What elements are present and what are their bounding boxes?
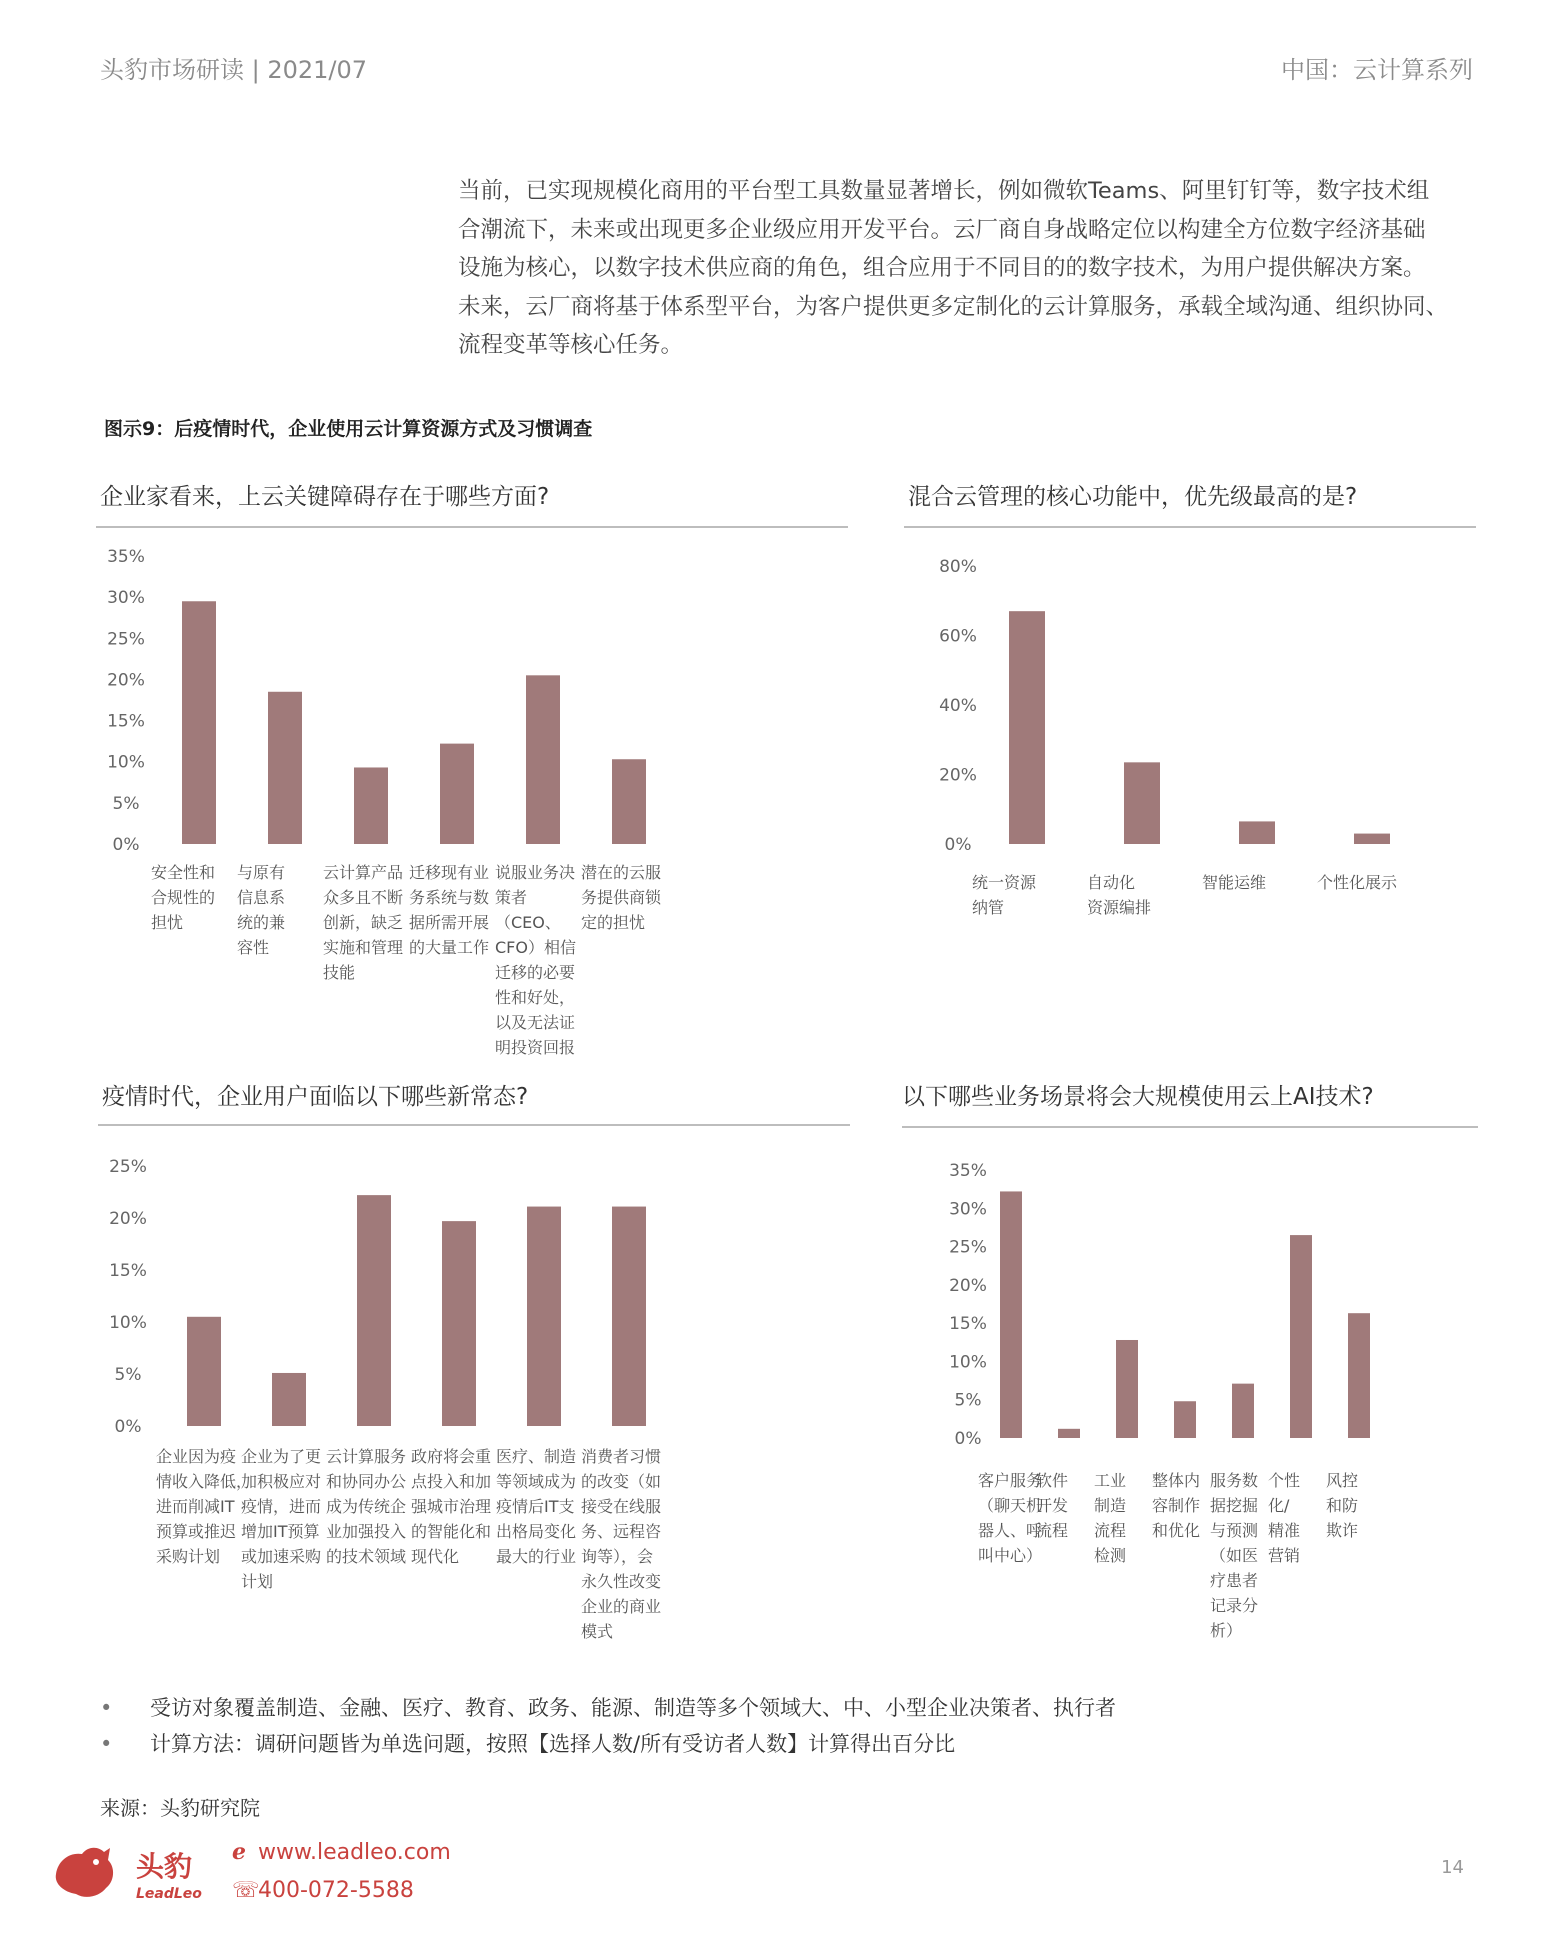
y-tick-label: 5%: [112, 793, 140, 814]
chart-cloud-ai-scenarios: [898, 1078, 1488, 1678]
bar: [1290, 1235, 1312, 1438]
y-tick-label: 0%: [954, 1429, 982, 1449]
x-category-label-line: 流程: [1094, 1521, 1127, 1540]
note-item: [100, 1690, 1116, 1726]
x-category-label: [323, 860, 419, 985]
y-tick-label: 20%: [107, 670, 145, 691]
x-category-label-line: 疫情后IT支: [496, 1497, 575, 1516]
phone-text[interactable]: 400-072-5588: [258, 1878, 414, 1903]
chart-plot: [96, 478, 856, 858]
x-category-label-line: 担忧: [151, 913, 184, 932]
x-category-label-line: 容性: [237, 938, 270, 957]
brand-en: LeadLeo: [136, 1886, 202, 1902]
contact-phone[interactable]: [232, 1878, 414, 1903]
x-category-label-line: 疫情，进而: [241, 1497, 322, 1516]
intro-line: 流程变革等核心任务。: [458, 332, 684, 358]
bar: [527, 1207, 561, 1426]
x-category-label-line: 服务数: [1210, 1471, 1259, 1490]
chart-title: 企业家看来，上云关键障碍存在于哪些方面?: [100, 484, 550, 510]
x-category-label: [1326, 1468, 1392, 1543]
x-category-label-line: 创新，缺乏: [323, 913, 404, 932]
chart-plot: [898, 1078, 1488, 1458]
x-category-label-line: 业加强投入: [326, 1522, 407, 1541]
bar: [1000, 1191, 1022, 1438]
x-category-label: [237, 860, 333, 960]
x-category-label-line: 纳管: [972, 898, 1005, 917]
x-category-label-line: 云计算产品: [323, 863, 404, 882]
intro-line: 合潮流下，未来或出现更多企业级应用开发平台。云厂商自身战略定位以构建全方位数字经济基础: [458, 216, 1426, 243]
intro-paragraph: [458, 172, 1498, 365]
x-category-label: [581, 860, 677, 935]
x-category-label-line: 询等），会: [581, 1547, 654, 1566]
x-category-label-line: 的大量工作: [409, 938, 490, 957]
x-category-label: [1094, 1468, 1160, 1568]
x-category-label: [326, 1444, 422, 1569]
y-tick-label: 40%: [939, 696, 977, 716]
x-category-label-line: 风控: [1326, 1471, 1359, 1490]
bar: [1124, 762, 1160, 844]
y-tick-label: 25%: [107, 629, 145, 650]
x-category-label-line: 整体内: [1152, 1471, 1201, 1490]
x-category-label-line: 点投入和加: [411, 1472, 492, 1491]
header-report-title: 头豹市场研读 | 2021/07: [100, 56, 368, 84]
bar: [354, 767, 388, 844]
x-category-label-line: 现代化: [411, 1547, 460, 1566]
x-category-label-line: 流程: [1036, 1521, 1069, 1540]
x-category-label: [1152, 1468, 1218, 1543]
x-category-label-line: 进而削减IT: [156, 1497, 235, 1516]
note-bullet: •: [100, 1732, 113, 1756]
x-category-label-line: 采购计划: [156, 1547, 221, 1566]
x-category-label: [1036, 1468, 1102, 1543]
x-category-label-line: 出格局变化: [496, 1522, 577, 1541]
x-category-label-line: 消费者习惯: [581, 1447, 662, 1466]
y-tick-label: 10%: [107, 752, 145, 773]
chart-cloud-barriers: [96, 478, 856, 1057]
x-category-label-line: 众多且不断: [323, 888, 404, 907]
x-category-label-line: 的智能化和: [411, 1522, 492, 1541]
x-category-label-line: 加积极应对: [241, 1472, 322, 1491]
x-category-label-line: 疗患者: [1210, 1571, 1259, 1590]
note-item: [100, 1726, 1116, 1762]
x-category-label-line: 以及无法证: [495, 1013, 576, 1032]
x-category-label-line: 务、远程咨: [581, 1522, 662, 1541]
x-category-label-line: 析）: [1210, 1621, 1243, 1640]
x-category-label: [1317, 870, 1427, 895]
y-tick-label: 15%: [107, 711, 145, 732]
x-category-label-line: 个性: [1268, 1471, 1301, 1490]
y-tick-label: 20%: [949, 1275, 987, 1296]
x-category-label-line: 容制作: [1152, 1496, 1201, 1515]
x-category-label-line: 和防: [1326, 1496, 1359, 1515]
x-category-label-line: 统的兼: [237, 913, 286, 932]
x-category-label-line: 迁移的必要: [495, 963, 576, 982]
brand-cn: 头豹: [136, 1850, 193, 1883]
x-category-label-line: 器人、呼: [978, 1521, 1043, 1540]
x-category-label-line: 化/: [1268, 1496, 1290, 1515]
leopard-eye: [93, 1859, 99, 1865]
bar: [1058, 1429, 1080, 1438]
bar: [1116, 1340, 1138, 1438]
chart-title: 混合云管理的核心功能中，优先级最高的是?: [908, 484, 1358, 510]
note-text: 计算方法：调研问题皆为单选问题，按照【选择人数/所有受访者人数】计算得出百分比: [150, 1732, 956, 1756]
x-category-label-line: 云计算服务: [326, 1447, 407, 1466]
notes: [100, 1690, 1116, 1762]
y-tick-label: 35%: [949, 1161, 987, 1181]
x-category-label-line: 技能: [323, 963, 356, 982]
x-category-label-line: 统一资源: [972, 873, 1037, 892]
bar: [1239, 821, 1275, 844]
x-category-label-line: 明投资回报: [495, 1038, 576, 1057]
x-category-label-line: 增加IT预算: [241, 1522, 320, 1541]
contact-website[interactable]: [232, 1840, 451, 1865]
x-category-label-line: CFO）相信: [495, 938, 576, 957]
y-tick-label: 10%: [949, 1352, 987, 1373]
y-tick-label: 5%: [114, 1365, 142, 1385]
intro-line: 设施为核心，以数字技术供应商的角色，组合应用于不同目的的数字技术，为用户提供解决方案。: [458, 255, 1426, 281]
figure-title: 图示9：后疫情时代，企业使用云计算资源方式及习惯调查: [104, 418, 593, 440]
y-tick-label: 0%: [944, 835, 972, 855]
x-category-label: [972, 870, 1082, 920]
x-category-label-line: 企业为了更: [241, 1447, 322, 1466]
x-category-label: [495, 860, 591, 1060]
chart-plot: [98, 1078, 858, 1458]
x-category-label-line: 企业的商业: [581, 1597, 662, 1616]
bar: [1174, 1401, 1196, 1438]
x-category-label-line: 迁移现有业: [409, 863, 490, 882]
chart-hybrid-cloud-priority: [904, 478, 1484, 938]
chart-plot: [904, 478, 1484, 858]
x-category-label-line: 成为传统企: [326, 1497, 407, 1516]
y-tick-label: 30%: [949, 1199, 987, 1220]
x-category-label-line: 记录分: [1210, 1596, 1259, 1615]
x-category-label-line: 潜在的云服: [581, 863, 662, 882]
chart-title: 疫情时代，企业用户面临以下哪些新常态?: [102, 1084, 529, 1110]
page-number: 14: [1441, 1857, 1464, 1878]
bar: [440, 744, 474, 844]
bar: [612, 759, 646, 844]
intro-line: 当前，已实现规模化商用的平台型工具数量显著增长，例如微软Teams、阿里钉钉等，数字技术组: [458, 178, 1430, 204]
x-category-label: [241, 1444, 337, 1594]
e-icon: ℯ: [232, 1840, 246, 1865]
x-category-label-line: （聊天机: [978, 1496, 1043, 1515]
bar: [526, 675, 560, 844]
bar: [1232, 1384, 1254, 1438]
x-category-label-line: 自动化: [1087, 873, 1136, 892]
x-category-label-line: 据挖掘: [1210, 1496, 1259, 1515]
x-category-label-line: 策者（CEO、: [495, 888, 561, 932]
x-category-label-line: 说服业务决: [495, 863, 576, 882]
x-category-label: [1087, 870, 1197, 920]
y-tick-label: 80%: [939, 557, 977, 577]
bar: [187, 1317, 221, 1426]
x-category-label-line: 定的担忧: [581, 913, 646, 932]
bar: [1348, 1313, 1370, 1438]
bar: [272, 1373, 306, 1426]
y-tick-label: 25%: [949, 1237, 987, 1258]
x-category-label-line: 资源编排: [1087, 898, 1152, 917]
x-category-label: [151, 860, 247, 935]
x-category-label-line: 个性化展示: [1317, 873, 1398, 892]
x-category-label-line: 开发: [1036, 1496, 1069, 1515]
x-category-label-line: 的技术领域: [326, 1547, 407, 1566]
x-category-label-line: 务提供商锁: [581, 888, 662, 907]
x-category-label-line: 的改变（如: [581, 1472, 662, 1491]
y-tick-label: 0%: [114, 1417, 142, 1437]
x-category-label-line: 企业因为疫: [156, 1447, 237, 1466]
bar: [442, 1221, 476, 1426]
x-category-label-line: 强城市治理: [411, 1497, 492, 1516]
y-tick-label: 25%: [109, 1157, 147, 1177]
x-category-label-line: 或加速采购: [241, 1547, 322, 1566]
chart-title: 以下哪些业务场景将会大规模使用云上AI技术?: [902, 1084, 1374, 1110]
intro-line: 未来，云厂商将基于体系型平台，为客户提供更多定制化的云计算服务，承载全域沟通、组织协同、: [458, 293, 1449, 320]
bar: [1009, 611, 1045, 844]
x-category-label-line: 实施和管理: [323, 938, 404, 957]
y-tick-label: 35%: [107, 547, 145, 567]
x-category-label: [409, 860, 505, 960]
y-tick-label: 5%: [954, 1390, 982, 1411]
bar: [268, 692, 302, 844]
phone-icon: ☏: [232, 1878, 260, 1903]
x-category-label: [1268, 1468, 1334, 1568]
x-category-label-line: 欺诈: [1326, 1521, 1359, 1540]
x-category-label-line: 务系统与数: [409, 888, 490, 907]
y-tick-label: 15%: [949, 1314, 987, 1335]
x-category-label-line: 安全性和: [151, 863, 216, 882]
x-category-label-line: 检测: [1094, 1546, 1127, 1565]
bar: [182, 601, 216, 844]
x-category-label: [1202, 870, 1312, 895]
y-tick-label: 30%: [107, 588, 145, 609]
x-category-label-line: 叫中心）: [978, 1546, 1043, 1565]
leadleo-logo: [52, 1838, 212, 1908]
x-category-label-line: 与原有: [237, 863, 286, 882]
y-tick-label: 0%: [112, 835, 140, 855]
x-category-label-line: 等领域成为: [496, 1472, 577, 1491]
x-category-label-line: 和优化: [1152, 1521, 1201, 1540]
x-category-label-line: 软件: [1036, 1471, 1069, 1490]
x-category-label-line: 最大的行业: [496, 1547, 577, 1566]
chart-new-normal: [98, 1078, 858, 1678]
x-category-label-line: 工业: [1094, 1471, 1127, 1490]
y-tick-label: 60%: [939, 626, 977, 647]
x-category-label-line: 据所需开展: [409, 913, 490, 932]
website-text[interactable]: www.leadleo.com: [258, 1840, 451, 1865]
header-series-title: 中国：云计算系列: [1281, 56, 1473, 84]
x-category-label-line: 营销: [1268, 1546, 1301, 1565]
x-category-label-line: 性和好处，: [495, 988, 576, 1007]
x-category-label-line: 客户服务: [978, 1471, 1043, 1490]
x-category-label-line: 情收入降低，: [156, 1472, 253, 1491]
x-category-label-line: （如医: [1210, 1546, 1259, 1565]
x-category-label: [496, 1444, 592, 1569]
bar: [612, 1207, 646, 1426]
x-category-label-line: 接受在线服: [581, 1497, 662, 1516]
bar: [1354, 834, 1390, 844]
x-category-label-line: 和协同办公: [326, 1472, 407, 1491]
bar: [357, 1195, 391, 1426]
x-category-label-line: 智能运维: [1202, 873, 1267, 892]
x-category-label: [581, 1444, 677, 1644]
y-tick-label: 20%: [109, 1209, 147, 1229]
x-category-label: [978, 1468, 1044, 1568]
x-category-label-line: 信息系: [237, 888, 286, 907]
x-category-label-line: 制造: [1094, 1496, 1127, 1515]
source-note: 来源：头豹研究院: [100, 1796, 260, 1820]
x-category-label: [411, 1444, 507, 1569]
x-category-label-line: 合规性的: [151, 888, 216, 907]
note-bullet: •: [100, 1696, 113, 1720]
note-text: 受访对象覆盖制造、金融、医疗、教育、政务、能源、制造等多个领域大、中、小型企业决策者、执行者: [150, 1696, 1116, 1720]
x-category-label-line: 预算或推迟: [156, 1522, 237, 1541]
y-tick-label: 10%: [109, 1313, 147, 1333]
leopard-mark: [56, 1848, 113, 1897]
y-tick-label: 15%: [109, 1261, 147, 1281]
x-category-label-line: 精准: [1268, 1521, 1301, 1540]
y-tick-label: 20%: [939, 765, 977, 786]
x-category-label-line: 与预测: [1210, 1521, 1259, 1540]
x-category-label-line: 计划: [241, 1572, 274, 1591]
x-category-label: [1210, 1468, 1276, 1643]
x-category-label: [156, 1444, 252, 1569]
x-category-label-line: 政府将会重: [411, 1447, 492, 1466]
x-category-label-line: 医疗、制造: [496, 1447, 577, 1466]
x-category-label-line: 模式: [581, 1622, 614, 1641]
x-category-label-line: 永久性改变: [581, 1572, 662, 1591]
